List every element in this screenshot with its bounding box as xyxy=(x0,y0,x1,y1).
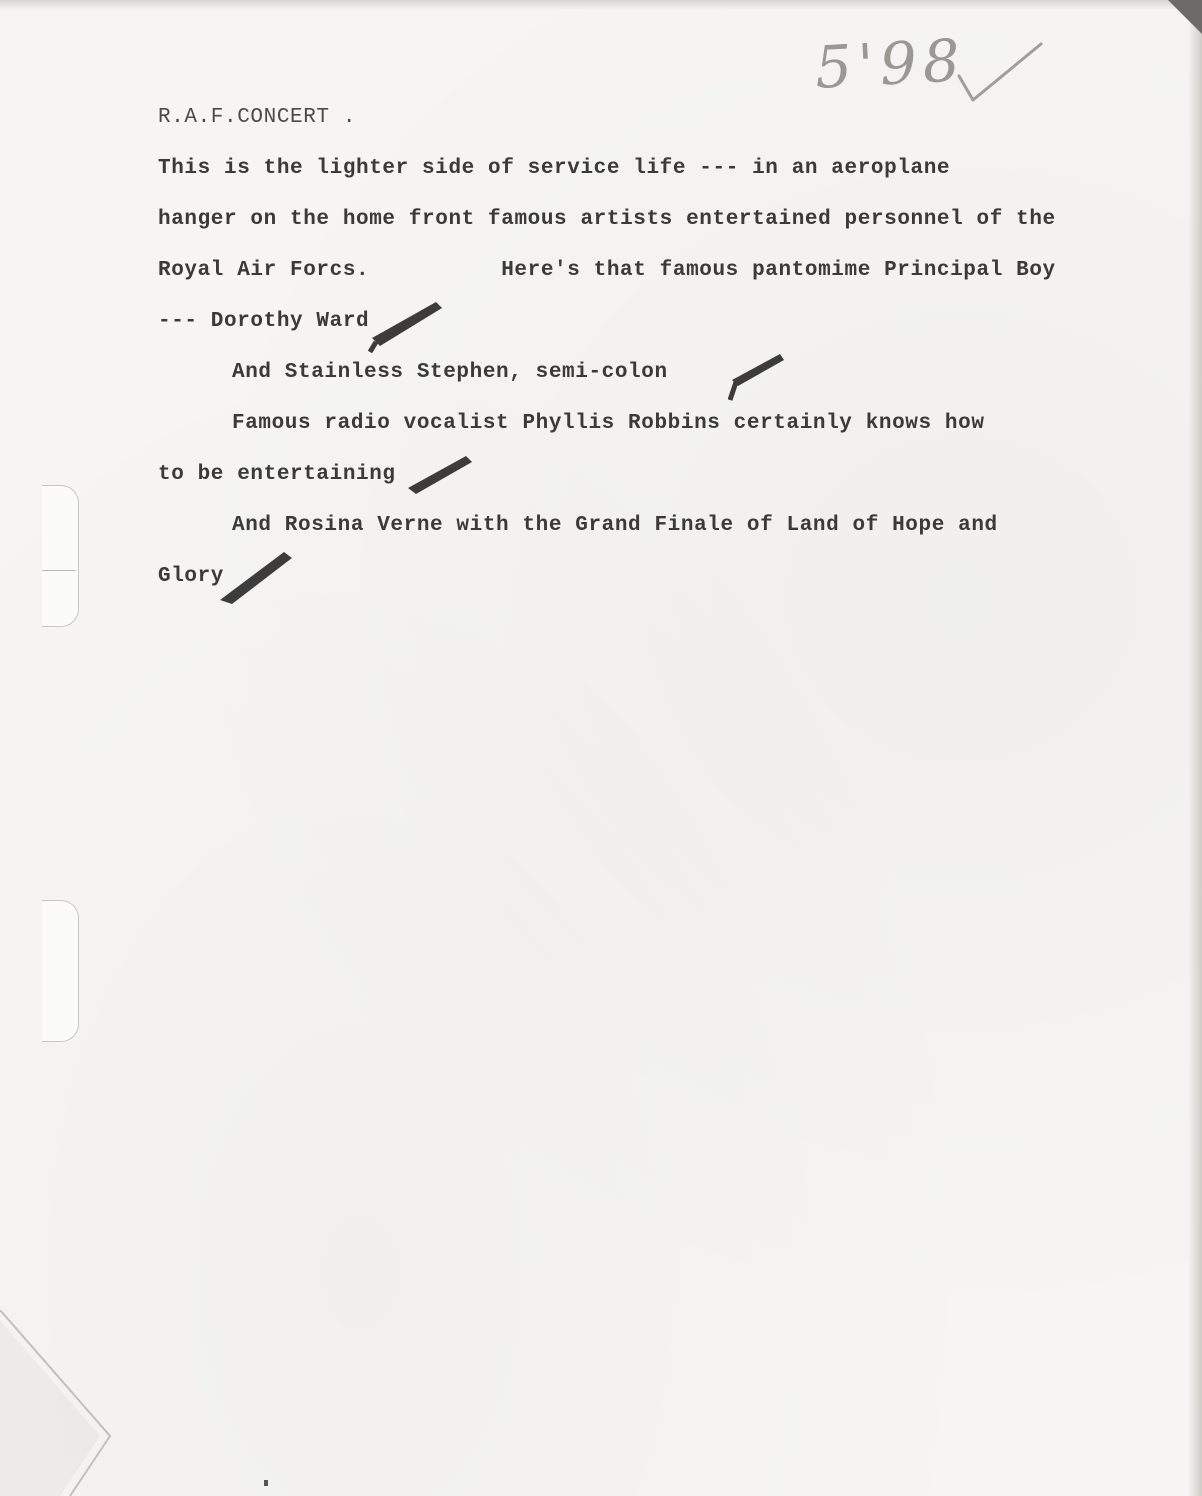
script-line-6: Famous radio vocalist Phyllis Robbins certainly knows how xyxy=(232,412,985,435)
script-line-8: And Rosina Verne with the Grand Finale of Land of Hope and xyxy=(232,514,998,537)
script-line-5: And Stainless Stephen, semi-colon xyxy=(232,361,668,384)
pencil-cut-mark-1 xyxy=(366,294,446,354)
ink-speck xyxy=(264,1480,268,1486)
pencil-cut-mark-2 xyxy=(728,348,788,404)
pencil-cut-mark-3 xyxy=(400,448,476,498)
script-line-1: This is the lighter side of service life --- in an aeroplane xyxy=(158,157,951,180)
script-line-3-continuation: Here's that famous pantomime Principal Boy xyxy=(501,259,1056,282)
bottom-left-page-crease xyxy=(0,1310,130,1496)
script-line-7: to be entertaining xyxy=(158,463,396,486)
typed-script xyxy=(158,92,1056,602)
script-line-9: Glory xyxy=(158,565,225,588)
folded-corner xyxy=(1168,0,1202,34)
script-line-4: --- Dorothy Ward xyxy=(158,310,370,333)
script-line-3 xyxy=(158,245,1056,296)
paper-right-edge xyxy=(1188,0,1202,1496)
handwritten-number: 5'98 xyxy=(813,26,968,102)
pencil-cut-mark-4 xyxy=(214,546,298,606)
binder-hole-lower xyxy=(42,900,79,1042)
script-line-3-text: Royal Air Forcs. xyxy=(158,259,370,282)
binder-hole-divider xyxy=(42,570,76,571)
script-line-2: hanger on the home front famous artists entertained personnel of the xyxy=(158,208,1056,231)
binder-hole-upper xyxy=(42,485,79,627)
script-title: R.A.F.CONCERT . xyxy=(158,106,357,129)
paper-top-edge xyxy=(0,0,1202,10)
